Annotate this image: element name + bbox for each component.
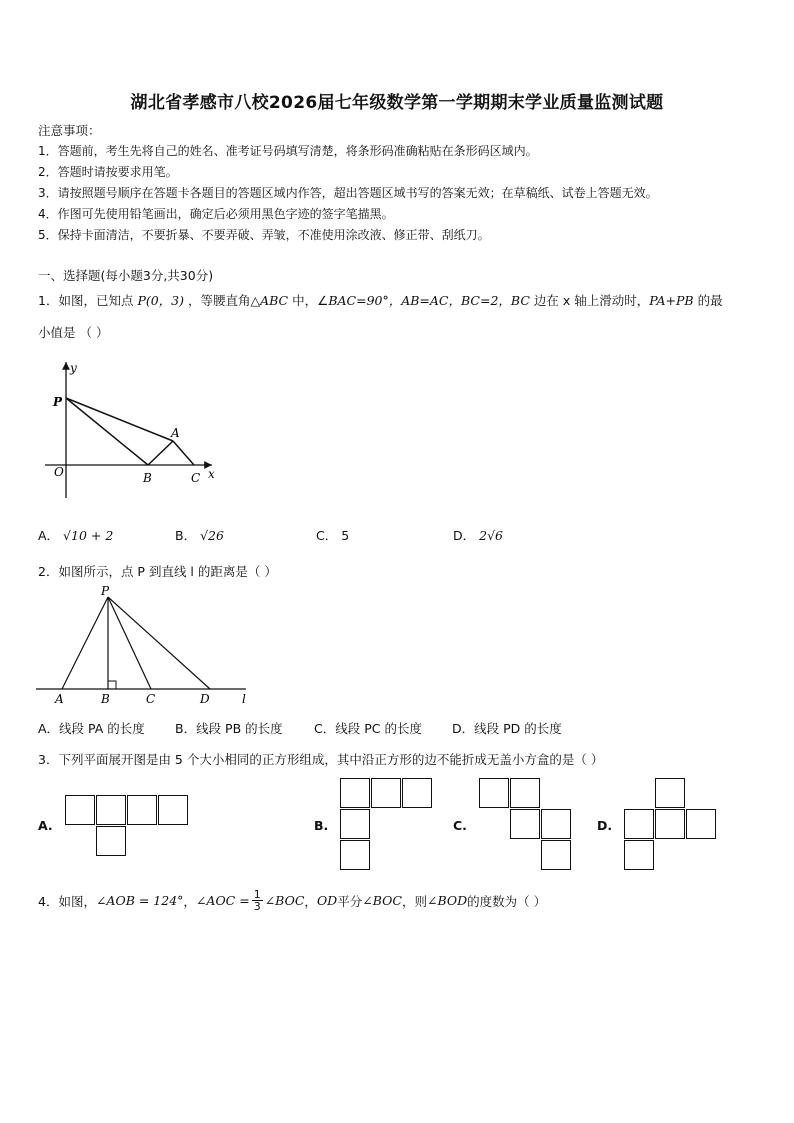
option-value: 2√6 <box>479 528 503 543</box>
question-4-stem <box>38 889 546 912</box>
net-square <box>402 778 432 808</box>
q2-option-a[interactable]: A．线段 PA 的长度 <box>38 721 145 736</box>
net-square <box>340 840 370 870</box>
q2-option-d[interactable]: D．线段 PD 的长度 <box>452 721 562 736</box>
q1-text: 边在 x 轴上滑动时， <box>529 293 650 308</box>
q1-option-c[interactable] <box>316 526 349 544</box>
q1-text: 中，∠ <box>288 293 329 308</box>
option-value: √26 <box>200 528 224 543</box>
q4-text: ， <box>183 893 196 909</box>
q4-text: 4．如图， <box>38 893 96 909</box>
option-label: A． <box>38 528 60 543</box>
option-label: C． <box>316 528 338 543</box>
q1-option-a[interactable] <box>38 526 113 544</box>
label-c: C <box>191 471 201 485</box>
net-square <box>510 809 540 839</box>
option-label: D． <box>453 528 476 543</box>
q3-net-c[interactable] <box>479 778 574 873</box>
q1-text: 的最 <box>693 293 723 308</box>
label-p: P <box>101 585 110 598</box>
q4-fraction <box>252 889 263 912</box>
net-square <box>655 778 685 808</box>
note-item: 5．保持卡面清洁，不要折暴、不要弄破、弄皱，不准使用涂改液、修正带、刮纸刀。 <box>38 228 490 242</box>
question-3-stem: 3．下列平面展开图是由 5 个大小相同的正方形组成，其中沿正方形的边不能折成无盖小方盒的是（ ） <box>38 752 604 767</box>
net-square <box>510 778 540 808</box>
option-value: √10 + 2 <box>63 528 114 543</box>
notes-heading: 注意事项： <box>38 123 101 138</box>
q1-option-b[interactable] <box>175 526 224 544</box>
note-item: 1．答题前，考生先将自己的姓名、准考证号码填写清楚，将条形码准确粘贴在条形码区域内。 <box>38 144 538 158</box>
question-2-stem: 2．如图所示，点 P 到直线 l 的距离是（ ） <box>38 564 277 579</box>
option-label: B． <box>175 528 197 543</box>
net-square <box>624 809 654 839</box>
q3-net-d[interactable] <box>624 778 719 873</box>
right-angle-mark <box>108 681 116 689</box>
q3-option-c-label[interactable]: C. <box>453 818 467 833</box>
segment-pb <box>66 398 148 465</box>
section-heading: 一、选择题(每小题3分,共30分) <box>38 268 214 283</box>
q4-angle-boc: ∠BOC <box>264 893 305 908</box>
q3-option-a-label[interactable]: A. <box>38 818 53 833</box>
label-d: D <box>200 692 210 706</box>
label-b: B <box>143 471 152 485</box>
option-value: 5 <box>341 528 350 543</box>
q2-option-b[interactable]: B．线段 PB 的长度 <box>175 721 283 736</box>
segment-pa <box>62 597 108 689</box>
fraction-numerator: 1 <box>253 888 261 901</box>
q3-option-d-label[interactable]: D. <box>597 818 613 833</box>
q4-angle-aob: ∠AOB = 124° <box>95 893 184 908</box>
net-square <box>340 778 370 808</box>
q3-option-b-label[interactable]: B. <box>314 818 329 833</box>
label-a: A <box>55 692 64 706</box>
question-1-stem <box>38 291 723 309</box>
q1-condition: BAC=90°，AB=AC，BC=2，BC <box>328 293 530 308</box>
note-item: 2．答题时请按要求用笔。 <box>38 165 178 179</box>
q1-point: P(0，3) <box>137 293 185 308</box>
net-square <box>127 795 157 825</box>
net-square <box>541 809 571 839</box>
net-square <box>96 795 126 825</box>
q1-option-d[interactable] <box>453 526 503 544</box>
net-square <box>65 795 95 825</box>
page-title: 湖北省孝感市八校2026届七年级数学第一学期期末学业质量监测试题 <box>130 93 664 113</box>
q1-figure <box>40 358 230 503</box>
net-square <box>96 826 126 856</box>
q2-option-c[interactable]: C．线段 PC 的长度 <box>314 721 422 736</box>
label-p: P <box>53 395 63 409</box>
q4-text: 平分 <box>337 893 363 909</box>
label-y: y <box>70 361 77 375</box>
net-square <box>655 809 685 839</box>
segment-ac <box>173 441 194 465</box>
note-item: 3．请按照题号顺序在答题卡各题目的答题区域内作答，超出答题区域书写的答案无效；在草稿纸、试卷上答题无效。 <box>38 186 658 200</box>
q1-text: ，等腰直角△ <box>184 293 261 308</box>
q4-angle-bod: ∠BOD <box>426 893 468 908</box>
q1-triangle: ABC <box>260 293 289 308</box>
q2-figure <box>36 585 256 707</box>
q4-od: OD <box>316 893 338 908</box>
q1-expression: PA+PB <box>649 293 694 308</box>
label-b: B <box>101 692 110 706</box>
q4-angle-boc: ∠BOC <box>362 893 402 908</box>
net-square <box>340 809 370 839</box>
note-item: 4．作图可先使用铅笔画出，确定后必须用黑色字迹的签字笔描黑。 <box>38 207 394 221</box>
label-x: x <box>208 467 215 481</box>
net-square <box>624 840 654 870</box>
q4-text: ， <box>304 893 317 909</box>
net-square <box>158 795 188 825</box>
net-square <box>541 840 571 870</box>
q4-text: ，则 <box>401 893 427 909</box>
net-square <box>371 778 401 808</box>
net-square <box>479 778 509 808</box>
q4-text: 的度数为（ ） <box>467 893 547 909</box>
question-1-stem-cont: 小值是 （ ） <box>38 325 109 340</box>
label-c: C <box>146 692 156 706</box>
segment-pa <box>66 398 173 441</box>
label-l: l <box>242 692 246 706</box>
segment-pc <box>108 597 151 689</box>
segment-pd <box>108 597 210 689</box>
fraction-denominator: 3 <box>253 900 261 913</box>
q3-net-b[interactable] <box>340 778 435 873</box>
label-o: O <box>54 465 64 479</box>
net-square <box>686 809 716 839</box>
q4-angle-aoc: ∠AOC = <box>195 893 250 908</box>
q1-text: 1．如图，已知点 <box>38 293 138 308</box>
segment-ab <box>148 441 173 465</box>
q3-net-a[interactable] <box>65 795 190 858</box>
label-a: A <box>171 426 180 440</box>
